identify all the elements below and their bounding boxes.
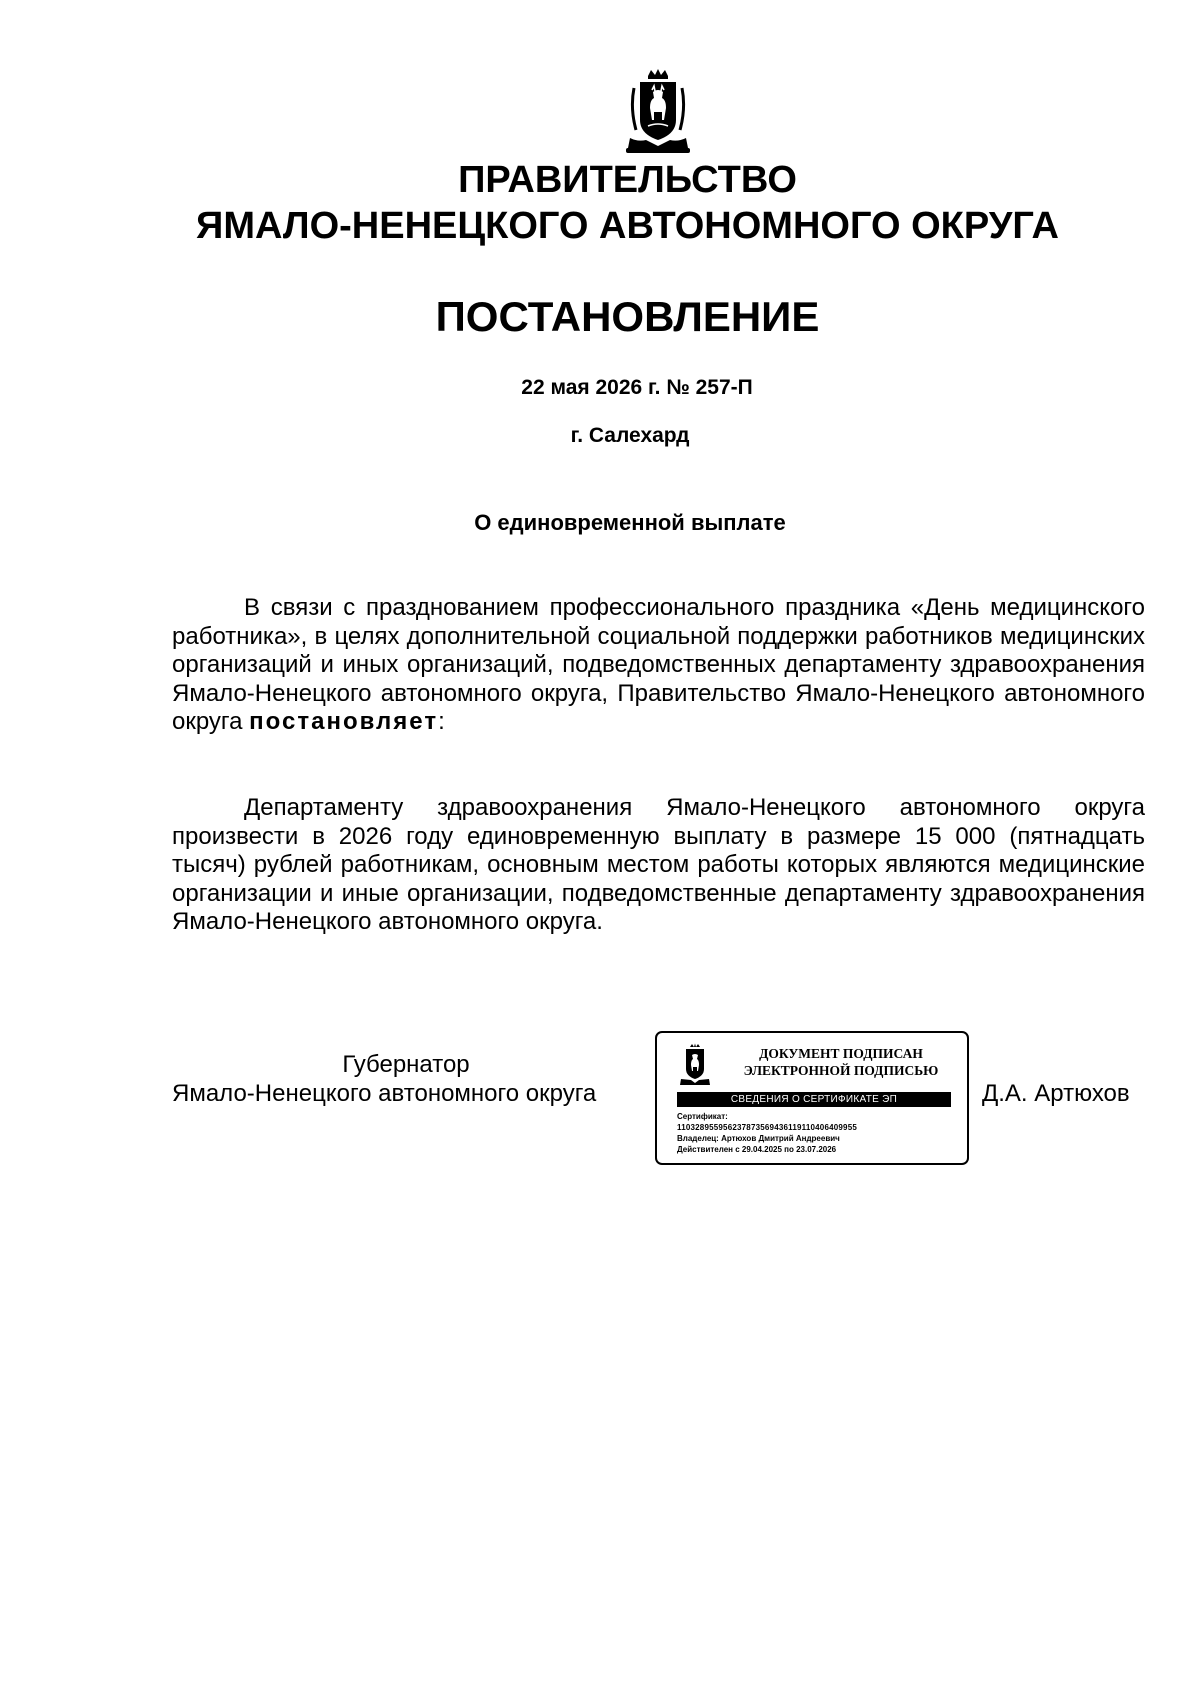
date-and-number: 22 мая 2026 г. № 257-П bbox=[521, 376, 753, 399]
electronic-signature-stamp bbox=[655, 1031, 969, 1165]
stamp-coat-of-arms-icon bbox=[677, 1043, 713, 1087]
stamp-heading-line2: ЭЛЕКТРОННОЙ ПОДПИСЬЮ bbox=[743, 1063, 939, 1078]
signatory-position-line2: Ямало-Ненецкого автономного округа bbox=[172, 1080, 597, 1107]
certificate-label: Сертификат: bbox=[677, 1112, 728, 1121]
certificate-number: 110328955956237873569436119110406409955 bbox=[677, 1123, 857, 1132]
body-paragraph-1 bbox=[172, 594, 1145, 737]
decree-verb: постановляет bbox=[249, 708, 439, 736]
signatory-position bbox=[172, 1050, 640, 1108]
paragraph-1-end: : bbox=[438, 708, 445, 736]
issuer-title-line2: ЯМАЛО-НЕНЕЦКОГО АВТОНОМНОГО ОКРУГА bbox=[196, 205, 1059, 247]
issuer-title-line1: ПРАВИТЕЛЬСТВО bbox=[458, 159, 797, 201]
document-subject: О единовременной выплате bbox=[474, 510, 786, 535]
body-paragraph-2: Департаменту здравоохранения Ямало-Ненецкого автономного округа произвести в 2026 году единовременную выплату в размере 15 000 (пятнадцать тысяч) рублей работникам, основным местом работы которых являются медицинские организации и иные организации, подведомственные департаменту здравоохранения Ямало-Ненецкого автономного округа. bbox=[172, 794, 1145, 936]
document-type-title: ПОСТАНОВЛЕНИЕ bbox=[435, 293, 820, 340]
signatory-position-line1: Губернатор bbox=[342, 1051, 470, 1078]
paragraph-1-text: В связи с празднованием профессионального праздника «День медицинского работника», в целях дополнительной социальной поддержки работников медицинских организаций и иных организаций, подведомственных департаменту здравоохранения Ямало-Ненецкого автономного округа, Правительство Ямало-Ненецкого автономного округа bbox=[172, 594, 1145, 736]
stamp-heading-line1: ДОКУМЕНТ ПОДПИСАН bbox=[759, 1046, 923, 1061]
coat-of-arms-icon bbox=[618, 68, 698, 156]
city-name: г. Салехард bbox=[570, 424, 690, 447]
certificate-validity: Действителен с 29.04.2025 по 23.07.2026 bbox=[677, 1145, 837, 1154]
signatory-name: Д.А. Артюхов bbox=[982, 1080, 1130, 1107]
certificate-info-bar: СВЕДЕНИЯ О СЕРТИФИКАТЕ ЭП bbox=[677, 1092, 951, 1107]
certificate-owner: Владелец: Артюхов Дмитрий Андреевич bbox=[677, 1134, 840, 1143]
